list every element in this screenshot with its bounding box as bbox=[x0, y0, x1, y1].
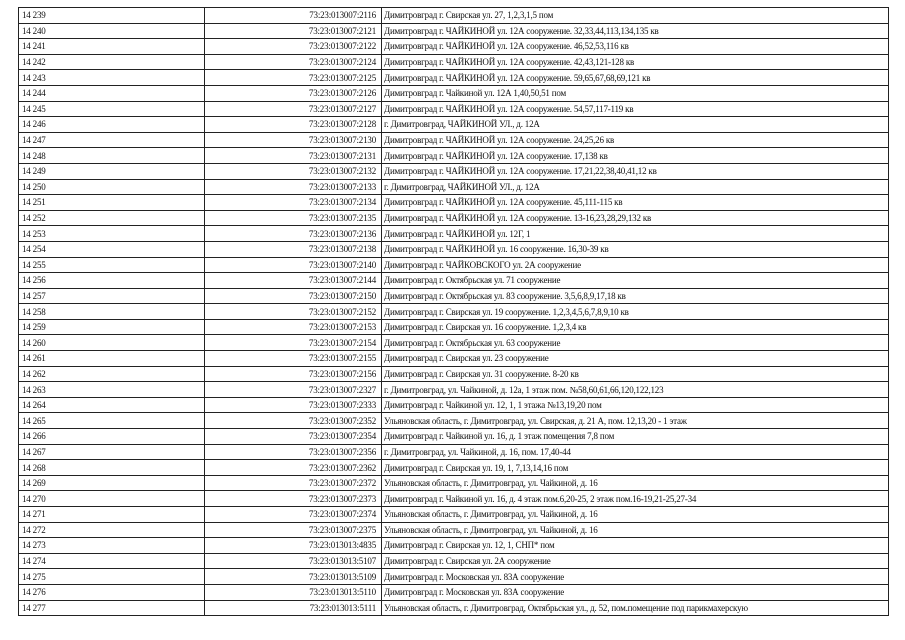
cadastral-number-cell: 73:23:013007:2144 bbox=[205, 273, 382, 289]
address-cell: Димитровград г. Чайкиной ул. 12А 1,40,50,51 пом bbox=[382, 85, 889, 101]
cadastral-number-cell: 73:23:013007:2126 bbox=[205, 85, 382, 101]
table-row bbox=[19, 85, 889, 101]
cadastral-number-cell: 73:23:013007:2125 bbox=[205, 70, 382, 86]
table-row bbox=[19, 273, 889, 289]
table-row bbox=[19, 366, 889, 382]
register-table-body bbox=[19, 8, 889, 616]
row-number-cell: 14 241 bbox=[19, 39, 205, 55]
table-row bbox=[19, 397, 889, 413]
cadastral-number-cell: 73:23:013007:2372 bbox=[205, 475, 382, 491]
cadastral-number-cell: 73:23:013007:2122 bbox=[205, 39, 382, 55]
cadastral-number-cell: 73:23:013007:2375 bbox=[205, 522, 382, 538]
table-row bbox=[19, 584, 889, 600]
address-cell: Димитровград г. Октябрьская ул. 83 сооружение. 3,5,6,8,9,17,18 кв bbox=[382, 288, 889, 304]
address-cell: Димитровград г. ЧАЙКИНОЙ ул. 12А сооружение. 13-16,23,28,29,132 кв bbox=[382, 210, 889, 226]
address-cell: Ульяновская область, г. Димитровград, ул. Чайкиной, д. 16 bbox=[382, 475, 889, 491]
row-number-cell: 14 239 bbox=[19, 8, 205, 24]
table-row bbox=[19, 522, 889, 538]
cadastral-number-cell: 73:23:013007:2135 bbox=[205, 210, 382, 226]
table-row bbox=[19, 600, 889, 616]
cadastral-number-cell: 73:23:013013:5107 bbox=[205, 553, 382, 569]
row-number-cell: 14 258 bbox=[19, 304, 205, 320]
row-number-cell: 14 249 bbox=[19, 163, 205, 179]
table-row bbox=[19, 70, 889, 86]
row-number-cell: 14 264 bbox=[19, 397, 205, 413]
table-row bbox=[19, 507, 889, 523]
cadastral-number-cell: 73:23:013007:2154 bbox=[205, 335, 382, 351]
address-cell: Димитровград г. Чайкиной ул. 16, д. 4 этаж пом.6,20-25, 2 этаж пом.16-19,21-25,27-34 bbox=[382, 491, 889, 507]
row-number-cell: 14 244 bbox=[19, 85, 205, 101]
cadastral-number-cell: 73:23:013007:2127 bbox=[205, 101, 382, 117]
row-number-cell: 14 243 bbox=[19, 70, 205, 86]
cadastral-number-cell: 73:23:013007:2354 bbox=[205, 429, 382, 445]
address-cell: Димитровград г. ЧАЙКИНОЙ ул. 12А сооружение. 45,111-115 кв bbox=[382, 195, 889, 211]
table-row bbox=[19, 319, 889, 335]
address-cell: Димитровград г. Свирская ул. 19 сооружение. 1,2,3,4,5,6,7,8,9,10 кв bbox=[382, 304, 889, 320]
address-cell: Ульяновская область, г. Димитровград, ул. Чайкиной, д. 16 bbox=[382, 522, 889, 538]
register-sheet bbox=[18, 7, 888, 616]
row-number-cell: 14 266 bbox=[19, 429, 205, 445]
table-row bbox=[19, 23, 889, 39]
row-number-cell: 14 263 bbox=[19, 382, 205, 398]
address-cell: Ульяновская область, г. Димитровград, ул. Свирская, д. 21 А, пом. 12,13,20 - 1 этаж bbox=[382, 413, 889, 429]
row-number-cell: 14 242 bbox=[19, 54, 205, 70]
cadastral-number-cell: 73:23:013007:2352 bbox=[205, 413, 382, 429]
cadastral-number-cell: 73:23:013007:2124 bbox=[205, 54, 382, 70]
cadastral-number-cell: 73:23:013007:2152 bbox=[205, 304, 382, 320]
address-cell: Димитровград г. Октябрьская ул. 63 сооружение bbox=[382, 335, 889, 351]
table-row bbox=[19, 148, 889, 164]
table-row bbox=[19, 444, 889, 460]
cadastral-number-cell: 73:23:013007:2333 bbox=[205, 397, 382, 413]
address-cell: Димитровград г. ЧАЙКИНОЙ ул. 12А сооружение. 32,33,44,113,134,135 кв bbox=[382, 23, 889, 39]
address-cell: Димитровград г. Октябрьская ул. 71 сооружение bbox=[382, 273, 889, 289]
row-number-cell: 14 248 bbox=[19, 148, 205, 164]
row-number-cell: 14 276 bbox=[19, 584, 205, 600]
table-row bbox=[19, 569, 889, 585]
row-number-cell: 14 261 bbox=[19, 351, 205, 367]
table-row bbox=[19, 39, 889, 55]
row-number-cell: 14 255 bbox=[19, 257, 205, 273]
table-row bbox=[19, 538, 889, 554]
address-cell: Димитровград г. ЧАЙКИНОЙ ул. 12А сооружение. 17,138 кв bbox=[382, 148, 889, 164]
cadastral-number-cell: 73:23:013013:5111 bbox=[205, 600, 382, 616]
cadastral-number-cell: 73:23:013007:2150 bbox=[205, 288, 382, 304]
table-row bbox=[19, 179, 889, 195]
row-number-cell: 14 268 bbox=[19, 460, 205, 476]
cadastral-number-cell: 73:23:013007:2121 bbox=[205, 23, 382, 39]
row-number-cell: 14 251 bbox=[19, 195, 205, 211]
register-table bbox=[18, 7, 889, 616]
cadastral-number-cell: 73:23:013007:2153 bbox=[205, 319, 382, 335]
cadastral-number-cell: 73:23:013007:2374 bbox=[205, 507, 382, 523]
table-row bbox=[19, 117, 889, 133]
address-cell: Димитровград г. Московская ул. 83А сооружение bbox=[382, 569, 889, 585]
address-cell: Димитровград г. Свирская ул. 19, 1, 7,13,14,16 пом bbox=[382, 460, 889, 476]
row-number-cell: 14 267 bbox=[19, 444, 205, 460]
cadastral-number-cell: 73:23:013007:2327 bbox=[205, 382, 382, 398]
table-row bbox=[19, 288, 889, 304]
row-number-cell: 14 256 bbox=[19, 273, 205, 289]
cadastral-number-cell: 73:23:013007:2136 bbox=[205, 226, 382, 242]
cadastral-number-cell: 73:23:013007:2130 bbox=[205, 132, 382, 148]
row-number-cell: 14 260 bbox=[19, 335, 205, 351]
address-cell: Димитровград г. ЧАЙКИНОЙ ул. 12А сооружение. 46,52,53,116 кв bbox=[382, 39, 889, 55]
address-cell: Димитровград г. ЧАЙКИНОЙ ул. 12А сооружение. 59,65,67,68,69,121 кв bbox=[382, 70, 889, 86]
address-cell: Димитровград г. Свирская ул. 27, 1,2,3,1,5 пом bbox=[382, 8, 889, 24]
address-cell: Димитровград г. ЧАЙКИНОЙ ул. 12А сооружение. 24,25,26 кв bbox=[382, 132, 889, 148]
address-cell: Димитровград г. Свирская ул. 12, 1, СНП* пом bbox=[382, 538, 889, 554]
row-number-cell: 14 274 bbox=[19, 553, 205, 569]
cadastral-number-cell: 73:23:013013:4835 bbox=[205, 538, 382, 554]
address-cell: г. Димитровград, ЧАЙКИНОЙ УЛ., д. 12А bbox=[382, 179, 889, 195]
row-number-cell: 14 277 bbox=[19, 600, 205, 616]
row-number-cell: 14 246 bbox=[19, 117, 205, 133]
table-row bbox=[19, 429, 889, 445]
cadastral-number-cell: 73:23:013007:2156 bbox=[205, 366, 382, 382]
table-row bbox=[19, 257, 889, 273]
address-cell: Димитровград г. Чайкиной ул. 16, д. 1 этаж помещения 7,8 пом bbox=[382, 429, 889, 445]
table-row bbox=[19, 553, 889, 569]
table-row bbox=[19, 195, 889, 211]
cadastral-number-cell: 73:23:013007:2356 bbox=[205, 444, 382, 460]
table-row bbox=[19, 475, 889, 491]
table-row bbox=[19, 101, 889, 117]
table-row bbox=[19, 54, 889, 70]
table-row bbox=[19, 241, 889, 257]
address-cell: Димитровград г. ЧАЙКОВСКОГО ул. 2А сооружение bbox=[382, 257, 889, 273]
address-cell: Димитровград г. Чайкиной ул. 12, 1, 1 этажа №13,19,20 пом bbox=[382, 397, 889, 413]
table-row bbox=[19, 210, 889, 226]
address-cell: г. Димитровград, ул. Чайкиной, д. 12а, 1 этаж пом. №58,60,61,66,120,122,123 bbox=[382, 382, 889, 398]
address-cell: Димитровград г. ЧАЙКИНОЙ ул. 12Г, 1 bbox=[382, 226, 889, 242]
cadastral-number-cell: 73:23:013007:2134 bbox=[205, 195, 382, 211]
row-number-cell: 14 259 bbox=[19, 319, 205, 335]
address-cell: Димитровград г. Свирская ул. 16 сооружение. 1,2,3,4 кв bbox=[382, 319, 889, 335]
address-cell: Димитровград г. ЧАЙКИНОЙ ул. 12А сооружение. 54,57,117-119 кв bbox=[382, 101, 889, 117]
table-row bbox=[19, 226, 889, 242]
address-cell: г. Димитровград, ул. Чайкиной, д. 16, пом. 17,40-44 bbox=[382, 444, 889, 460]
address-cell: Димитровград г. Московская ул. 83А сооружение bbox=[382, 584, 889, 600]
row-number-cell: 14 247 bbox=[19, 132, 205, 148]
row-number-cell: 14 257 bbox=[19, 288, 205, 304]
row-number-cell: 14 253 bbox=[19, 226, 205, 242]
address-cell: Димитровград г. ЧАЙКИНОЙ ул. 16 сооружение. 16,30-39 кв bbox=[382, 241, 889, 257]
row-number-cell: 14 265 bbox=[19, 413, 205, 429]
address-cell: Ульяновская область, г. Димитровград, Октябрьская ул., д. 52, пом.помещение под парикмахерскую bbox=[382, 600, 889, 616]
table-row bbox=[19, 163, 889, 179]
cadastral-number-cell: 73:23:013007:2131 bbox=[205, 148, 382, 164]
row-number-cell: 14 245 bbox=[19, 101, 205, 117]
row-number-cell: 14 250 bbox=[19, 179, 205, 195]
table-row bbox=[19, 132, 889, 148]
address-cell: Димитровград г. Свирская ул. 23 сооружение bbox=[382, 351, 889, 367]
row-number-cell: 14 240 bbox=[19, 23, 205, 39]
table-row bbox=[19, 460, 889, 476]
row-number-cell: 14 275 bbox=[19, 569, 205, 585]
table-row bbox=[19, 351, 889, 367]
row-number-cell: 14 269 bbox=[19, 475, 205, 491]
cadastral-number-cell: 73:23:013007:2140 bbox=[205, 257, 382, 273]
table-row bbox=[19, 335, 889, 351]
cadastral-number-cell: 73:23:013007:2373 bbox=[205, 491, 382, 507]
row-number-cell: 14 272 bbox=[19, 522, 205, 538]
row-number-cell: 14 271 bbox=[19, 507, 205, 523]
cadastral-number-cell: 73:23:013013:5110 bbox=[205, 584, 382, 600]
address-cell: Димитровград г. ЧАЙКИНОЙ ул. 12А сооружение. 17,21,22,38,40,41,12 кв bbox=[382, 163, 889, 179]
row-number-cell: 14 270 bbox=[19, 491, 205, 507]
address-cell: Ульяновская область, г. Димитровград, ул. Чайкиной, д. 16 bbox=[382, 507, 889, 523]
table-row bbox=[19, 413, 889, 429]
row-number-cell: 14 273 bbox=[19, 538, 205, 554]
table-row bbox=[19, 382, 889, 398]
cadastral-number-cell: 73:23:013007:2133 bbox=[205, 179, 382, 195]
table-row bbox=[19, 491, 889, 507]
cadastral-number-cell: 73:23:013007:2138 bbox=[205, 241, 382, 257]
cadastral-number-cell: 73:23:013007:2362 bbox=[205, 460, 382, 476]
address-cell: Димитровград г. Свирская ул. 31 сооружение. 8-20 кв bbox=[382, 366, 889, 382]
cadastral-number-cell: 73:23:013013:5109 bbox=[205, 569, 382, 585]
cadastral-number-cell: 73:23:013007:2155 bbox=[205, 351, 382, 367]
row-number-cell: 14 262 bbox=[19, 366, 205, 382]
table-row bbox=[19, 8, 889, 24]
row-number-cell: 14 254 bbox=[19, 241, 205, 257]
address-cell: Димитровград г. ЧАЙКИНОЙ ул. 12А сооружение. 42,43,121-128 кв bbox=[382, 54, 889, 70]
address-cell: г. Димитровград, ЧАЙКИНОЙ УЛ., д. 12А bbox=[382, 117, 889, 133]
address-cell: Димитровград г. Свирская ул. 2А сооружение bbox=[382, 553, 889, 569]
row-number-cell: 14 252 bbox=[19, 210, 205, 226]
table-row bbox=[19, 304, 889, 320]
cadastral-number-cell: 73:23:013007:2128 bbox=[205, 117, 382, 133]
cadastral-number-cell: 73:23:013007:2132 bbox=[205, 163, 382, 179]
cadastral-number-cell: 73:23:013007:2116 bbox=[205, 8, 382, 24]
